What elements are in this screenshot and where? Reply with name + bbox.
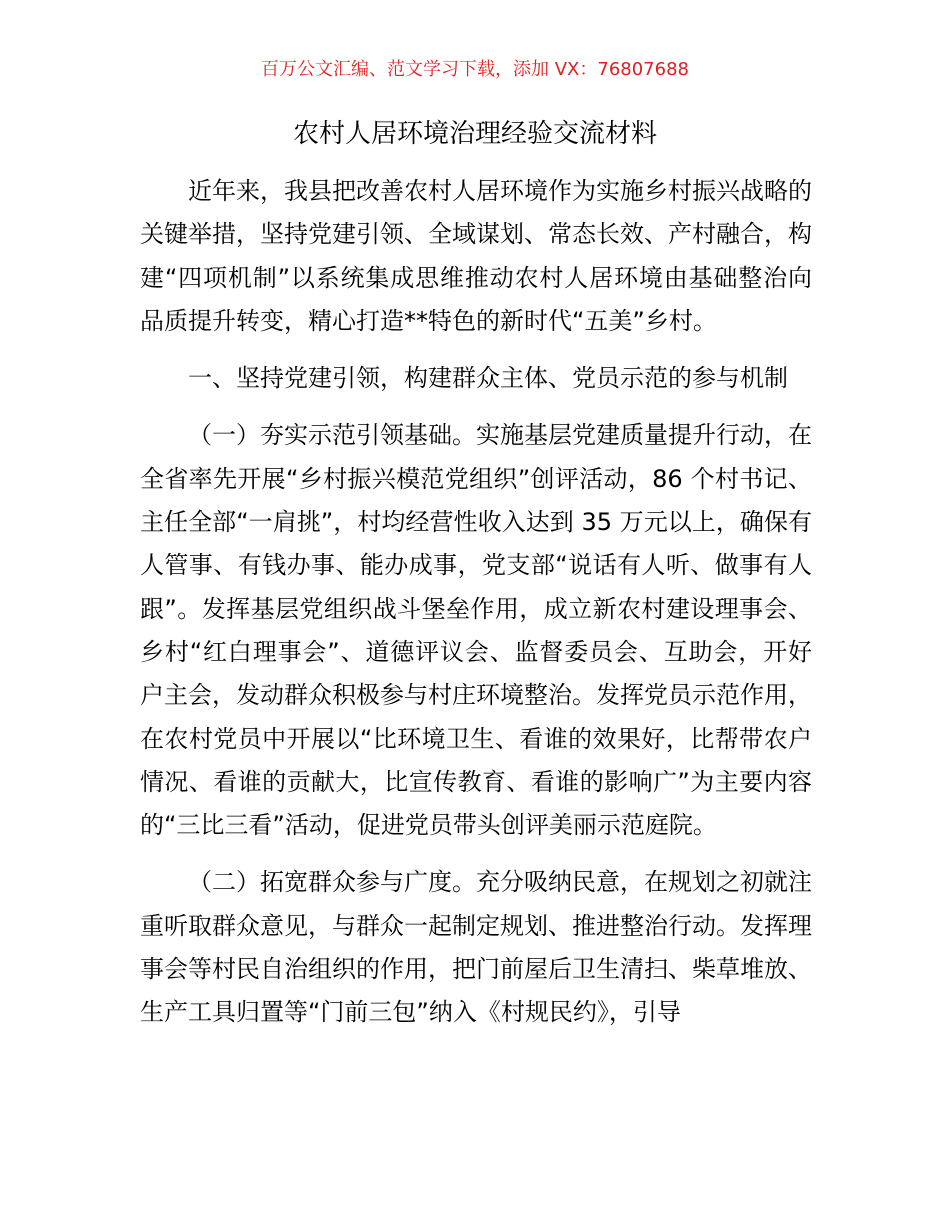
document-title: 农村人居环境治理经验交流材料 — [292, 119, 657, 149]
paragraph-intro: 近年来，我县把改善农村人居环境作为实施乡村振兴战略的关键举措，坚持党建引领、全域谋划、常态长效、产村融合，构建“四项机制”以系统集成思维推动农村人居环境由基础整治向品质提升转变，精心打造**特色的新时代“五美”乡村。 — [140, 177, 812, 335]
paragraph-subsection-2: （二）拓宽群众参与广度。充分吸纳民意，在规划之初就注重听取群众意见，与群众一起制定规划、推进整治行动。发挥理事会等村民自治组织的作用，把门前屋后卫生清扫、柴草堆放、生产工具归置等“门前三包”纳入《村规民约》，引导 — [140, 868, 812, 1027]
section-heading-1: 一、坚持党建引领，构建群众主体、党员示范的参与机制 — [188, 364, 788, 393]
header-banner: 百万公文汇编、范文学习下载，添加 VX：76807688 — [261, 59, 689, 80]
document-body — [140, 170, 812, 1035]
paragraph-subsection-1: （一）夯实示范引领基础。实施基层党建质量提升行动，在全省率先开展“乡村振兴模范党组织”创评活动，86 个村书记、主任全部“一肩挑”，村均经营性收入达到 35 万元以上，确保有人管事、有钱办事、能办成事，党支部“说话有人听、做事有人跟”。发挥基层党组织战斗堡垒作用，成立新农村建设理事会、乡村“红白理事会”、道德评议会、监督委员会、互助会，开好户主会，发动群众积极参与村庄环境整治。发挥党员示范作用，在农村党员中开展以“比环境卫生、看谁的效果好，比帮带农户情况、看谁的贡献大，比宣传教育、看谁的影响广”为主要内容的“三比三看”活动，促进党员带头创评美丽示范庭院。 — [140, 421, 812, 840]
